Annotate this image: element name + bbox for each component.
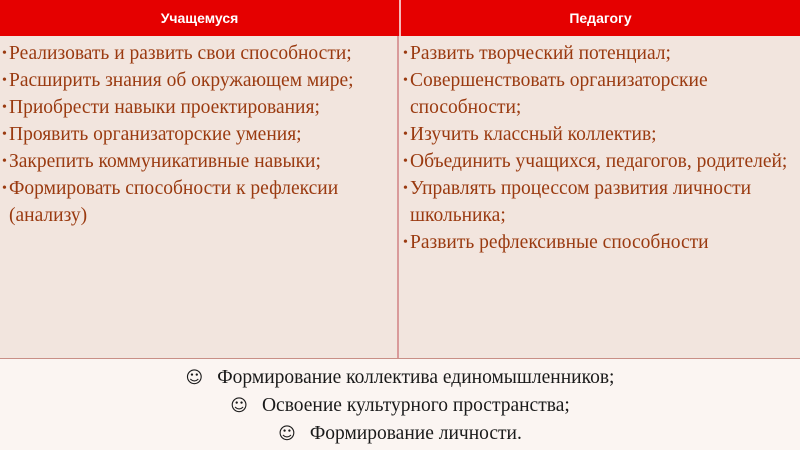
bullet-icon: • <box>403 235 408 250</box>
result-text: Формирование коллектива единомышленников; <box>217 367 615 388</box>
bullet-icon: • <box>403 73 408 88</box>
list-item-text: Приобрести навыки проектирования; <box>9 97 320 118</box>
list-item-text: Закрепить коммуникативные навыки; <box>9 151 321 172</box>
list-item <box>403 229 796 256</box>
student-column <box>0 36 399 358</box>
list-item <box>403 121 796 148</box>
result-item <box>0 364 800 392</box>
list-item <box>403 67 796 121</box>
bullet-icon: • <box>2 181 7 196</box>
bullet-icon: • <box>2 127 7 142</box>
teacher-goals-list <box>403 40 796 256</box>
bullet-icon: • <box>403 154 408 169</box>
list-item <box>2 148 393 175</box>
list-item <box>2 175 393 229</box>
list-item-text: Расширить знания об окружающем мире; <box>9 70 354 91</box>
list-item <box>2 121 393 148</box>
result-item <box>0 392 800 420</box>
table-header <box>0 0 800 36</box>
bullet-icon: • <box>403 46 408 61</box>
bullet-icon: • <box>403 127 408 142</box>
results-section <box>0 359 800 450</box>
list-item-text: Изучить классный коллектив; <box>410 124 657 145</box>
list-item-text: Управлять процессом развития личности школьника; <box>410 178 752 226</box>
list-item-text: Реализовать и развить свои способности; <box>9 43 352 64</box>
result-text: Освоение культурного пространства; <box>261 395 570 416</box>
list-item <box>2 94 393 121</box>
list-item-text: Проявить организаторские умения; <box>9 124 302 145</box>
list-item <box>403 148 796 175</box>
teacher-column <box>401 36 800 358</box>
list-item-text: Совершенствовать организаторские способности; <box>410 70 708 118</box>
result-text: Формирование личности. <box>309 423 522 444</box>
list-item <box>2 67 393 94</box>
list-item-text: Развить творческий потенциал; <box>410 43 671 64</box>
list-item-text: Объединить учащихся, педагогов, родителей; <box>410 151 788 172</box>
smiley-icon: ☺ <box>230 396 248 416</box>
bullet-icon: • <box>2 46 7 61</box>
list-item <box>403 40 796 67</box>
list-item <box>403 175 796 229</box>
list-item <box>2 40 393 67</box>
bullet-icon: • <box>2 100 7 115</box>
header-teacher: Педагогу <box>569 10 632 26</box>
student-goals-list <box>2 40 393 229</box>
result-item <box>0 420 800 448</box>
list-item-text: Формировать способности к рефлексии (анализу) <box>9 178 339 226</box>
header-student: Учащемуся <box>0 0 401 36</box>
bullet-icon: • <box>2 73 7 88</box>
list-item-text: Развить рефлексивные способности <box>410 232 709 253</box>
bullet-icon: • <box>403 181 408 196</box>
smiley-icon: ☺ <box>185 368 204 388</box>
smiley-icon: ☺ <box>278 424 296 444</box>
bullet-icon: • <box>2 154 7 169</box>
